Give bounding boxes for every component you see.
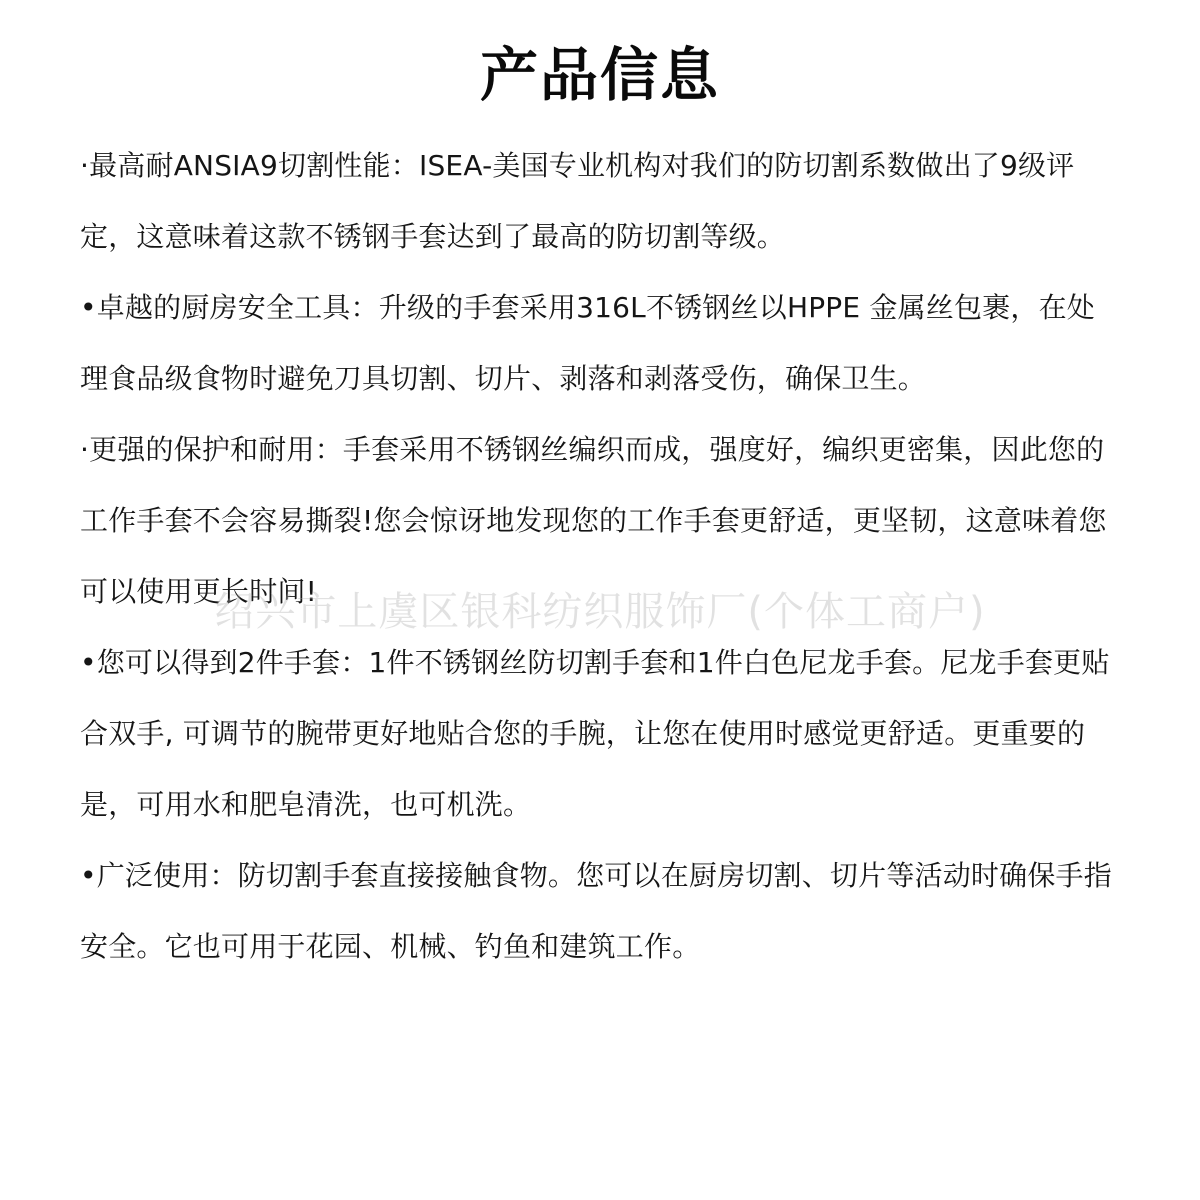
paragraph-kitchen-safety: •卓越的厨房安全工具：升级的手套采用316L不锈钢丝以HPPE 金属丝包裹，在处理食品级食物时避免刀具切割、切片、剥落和剥落受伤，确保卫生。 [80, 291, 1095, 395]
paragraph-wide-use: •广泛使用：防切割手套直接接触食物。您可以在厨房切割、切片等活动时确保手指安全。它也可用于花园、机械、钓鱼和建筑工作。 [80, 859, 1112, 963]
page-title: 产品信息 [479, 41, 720, 109]
paragraph-durability: ·更强的保护和耐用：手套采用不锈钢丝编织而成，强度好，编织更密集，因此您的工作手套不会容易撕裂!您会惊讶地发现您的工作手套更舒适，更坚韧，这意味着您可以使用更长时间! [80, 433, 1107, 608]
product-description [80, 130, 1120, 982]
watermark: 绍兴市上虞区银科纺织服饰厂(个体工商户) [214, 589, 986, 635]
paragraph-package-contents: •您可以得到2件手套：1件不锈钢丝防切割手套和1件白色尼龙手套。尼龙手套更贴合双手, 可调节的腕带更好地贴合您的手腕，让您在使用时感觉更舒适。更重要的是，可用水和肥皂清洗，也可机洗。 [80, 646, 1110, 821]
paragraph-cut-resistance: ·最高耐ANSIA9切割性能：ISEA-美国专业机构对我们的防切割系数做出了9级评定，这意味着这款不锈钢手套达到了最高的防切割等级。 [80, 149, 1075, 253]
